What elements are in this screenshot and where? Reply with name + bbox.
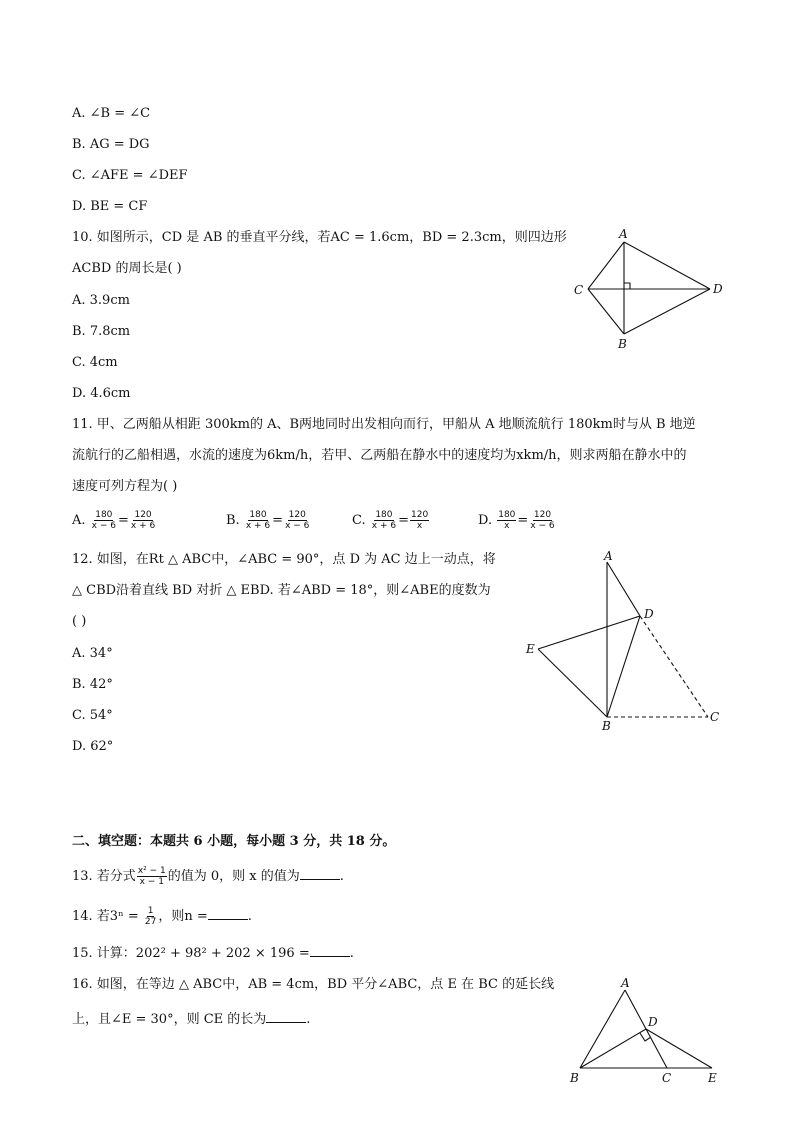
segment-ac	[588, 242, 624, 289]
q13-answer-blank	[300, 867, 340, 880]
q12-stem-line2: △ CBD沿着直线 BD 对折 △ EBD. 若∠ABD = 18°，则∠ABE的度数为	[72, 583, 491, 598]
label-b: B	[618, 337, 627, 351]
label-d: D	[644, 607, 654, 621]
label-b: B	[570, 1071, 579, 1085]
q16-answer-blank	[266, 1010, 306, 1023]
q13-suffix: 的值为 0，则 x 的值为	[167, 869, 300, 884]
fraction: $\frac{180}{x + 6}$	[371, 510, 397, 531]
q12-stem-line3: ( )	[72, 614, 87, 629]
q9-option-b: B. AG = DG	[72, 137, 150, 152]
q16-stem-line1: 16. 如图，在等边 △ ABC中，AB = 4cm，BD 平分∠ABC，点 E 在 BC 的延长线	[72, 977, 555, 992]
q9-option-c: C. ∠AFE = ∠DEF	[72, 168, 188, 183]
section2-title: 二、填空题：本题共 6 小题，每小题 3 分，共 18 分。	[72, 834, 396, 849]
fraction: $\frac{180}{x}$	[498, 510, 516, 531]
label-c: C	[710, 710, 720, 724]
segment-ab	[580, 990, 625, 1068]
q13-line: 13. 若分式 $\frac{\text{x² − 1}}{x - 1}$ 的值为 0，则 x 的值为 .	[72, 866, 344, 887]
q16-figure-equilateral	[566, 976, 726, 1091]
q10-figure-quadrilateral	[568, 224, 728, 354]
label-e: E	[526, 642, 535, 656]
q11-option-a: A. $\frac{180}{x - 6}$ = $\frac{120}{x + 6}$	[72, 510, 156, 531]
label-c: C	[574, 283, 584, 297]
fraction: $\frac{120}{x - 6}$	[530, 510, 555, 531]
right-angle-mark	[624, 283, 630, 289]
label-b: B	[602, 719, 611, 733]
segment-bd	[580, 1029, 646, 1068]
fraction: $\frac{120}{x - 6}$	[285, 510, 310, 531]
segment-dc-dashed	[640, 616, 708, 717]
option-label: A.	[72, 513, 86, 528]
segment-bd	[624, 289, 710, 334]
q12-option-c: C. 54°	[72, 708, 113, 723]
segment-ad	[607, 562, 640, 616]
q12-option-d: D. 62°	[72, 739, 114, 754]
segment-cb	[588, 289, 624, 334]
q16-stem-line2: 上，且∠E = 30°，则 CE 的长为 .	[72, 1012, 311, 1027]
label-e: E	[708, 1071, 717, 1085]
q11-stem-line3: 速度可列方程为( )	[72, 479, 178, 494]
q10-option-a: A. 3.9cm	[72, 293, 130, 308]
label-c: C	[662, 1071, 672, 1085]
q11-stem-line2: 流航行的乙船相遇，水流的速度为6km/h，若甲、乙两船在静水中的速度均为xkm/h，则求两船在静水中的	[72, 448, 687, 463]
fraction: $\frac{120}{x}$	[411, 510, 429, 531]
q13-prefix: 13. 若分式	[72, 869, 136, 884]
q11-option-d: D. $\frac{180}{x}$ = $\frac{120}{x - 6}$	[478, 510, 555, 531]
q14-answer-blank	[208, 907, 248, 920]
q12-option-b: B. 42°	[72, 677, 113, 692]
label-a: A	[619, 227, 628, 241]
label-a: A	[621, 976, 630, 990]
q15-text: 15. 计算：202² + 98² + 202 × 196 =	[72, 946, 310, 961]
q11-option-b: B. $\frac{180}{x + 6}$ = $\frac{120}{x - 6}$	[226, 510, 310, 531]
q11-option-c: C. $\frac{180}{x + 6}$ = $\frac{120}{x}$	[352, 510, 429, 531]
q15-line: 15. 计算：202² + 98² + 202 × 196 = .	[72, 946, 354, 961]
fraction: $\frac{180}{x + 6}$	[245, 510, 271, 531]
q9-option-d: D. BE = CF	[72, 199, 148, 214]
q14-prefix: 14. 若3ⁿ =	[72, 909, 143, 924]
q14-fraction: $\frac{1}{27}$	[144, 906, 157, 927]
q12-option-a: A. 34°	[72, 646, 113, 661]
segment-eb	[538, 649, 607, 717]
q10-option-d: D. 4.6cm	[72, 386, 131, 401]
option-label: B.	[226, 513, 240, 528]
q12-stem-line1: 12. 如图，在Rt △ ABC中，∠ABC = 90°，点 D 为 AC 边上一动点，将	[72, 552, 496, 567]
q10-stem-line2: ACBD 的周长是( )	[72, 261, 182, 276]
q10-option-b: B. 7.8cm	[72, 324, 131, 339]
q12-figure-triangle-fold	[518, 548, 728, 734]
segment-da	[624, 242, 710, 289]
label-d: D	[713, 282, 723, 296]
q11-stem-line1: 11. 甲、乙两船从相距 300km的 A、B两地同时出发相向而行，甲船从 A 地顺流航行 180km时与从 B 地逆	[72, 417, 696, 432]
q14-suffix: ，则n =	[158, 909, 208, 924]
q15-answer-blank	[310, 944, 350, 957]
q10-option-c: C. 4cm	[72, 355, 118, 370]
fraction: $\frac{120}{x + 6}$	[130, 510, 156, 531]
fraction: $\frac{180}{x - 6}$	[91, 510, 116, 531]
label-a: A	[604, 549, 613, 563]
q9-option-a: A. ∠B = ∠C	[72, 106, 151, 121]
option-label: C.	[352, 513, 366, 528]
q13-fraction: $\frac{\text{x² − 1}}{x - 1}$	[137, 866, 166, 887]
segment-ed	[538, 616, 640, 649]
segment-db	[607, 616, 640, 717]
q10-stem-line1: 10. 如图所示，CD 是 AB 的垂直平分线，若AC = 1.6cm，BD = 2.3cm，则四边形	[72, 230, 567, 245]
option-label: D.	[478, 513, 493, 528]
q16-stem-text: 上，且∠E = 30°，则 CE 的长为	[72, 1012, 267, 1027]
label-d: D	[648, 1015, 658, 1029]
q14-line: 14. 若3ⁿ = $\frac{1}{27}$ ，则n = .	[72, 906, 252, 927]
